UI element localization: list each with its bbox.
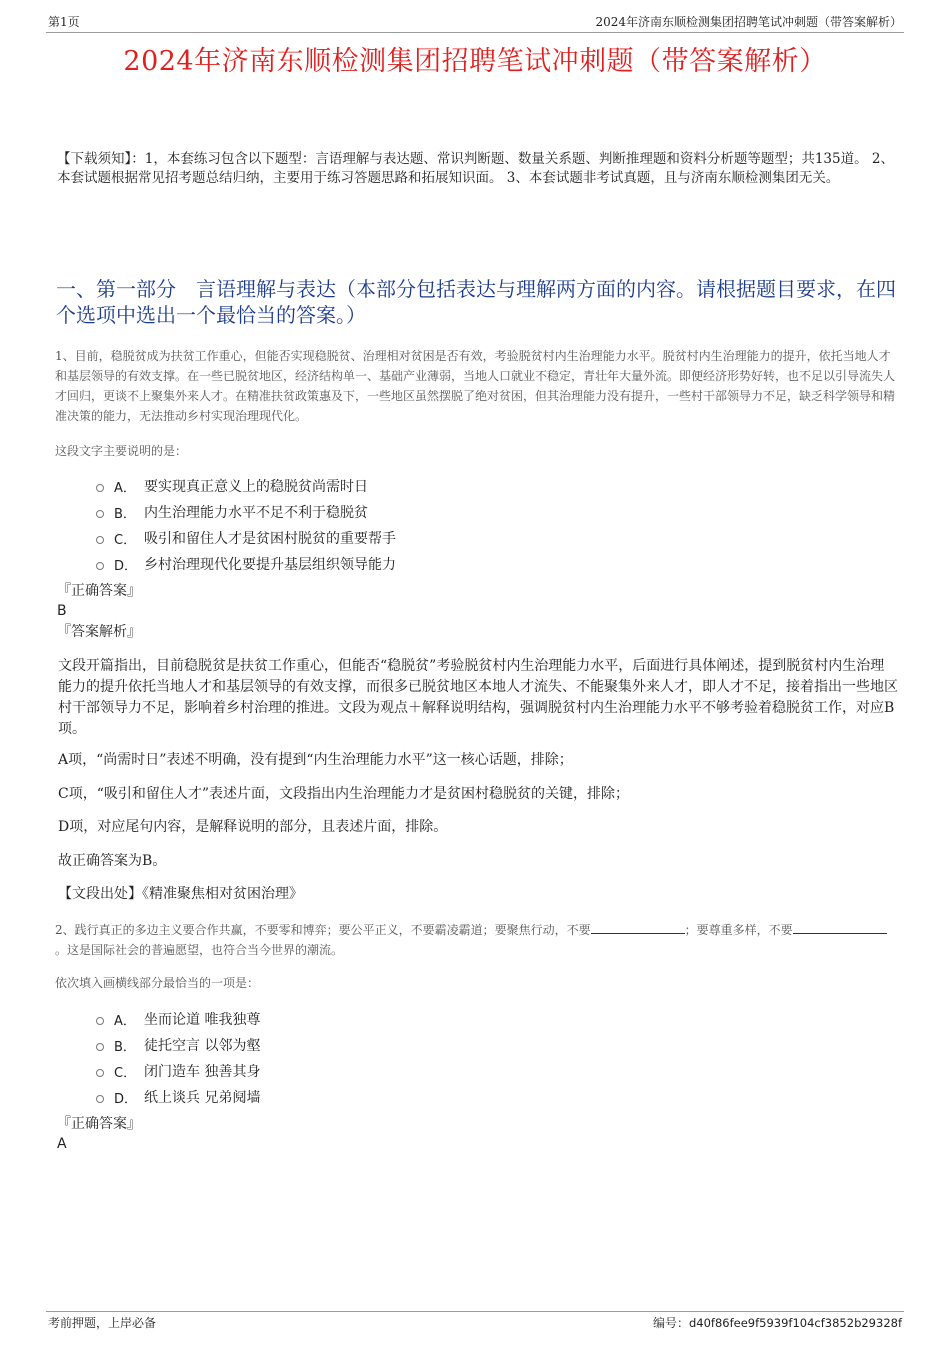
radio-icon[interactable] (96, 562, 104, 570)
radio-icon[interactable] (96, 1043, 104, 1051)
footer-code: 编号：d40f86fee9f5939f104cf3852b29328f (652, 1316, 902, 1330)
analysis-conclusion: 故正确答案为B。 (58, 853, 167, 869)
analysis-note-a: A项，“尚需时日”表述不明确，没有提到“内生治理能力水平”这一核心话题，排除； (58, 752, 573, 768)
question-2-option-b[interactable]: B． 徒托空言 以邻为壑 (96, 1032, 260, 1058)
header-doc-title: 2024年济南东顺检测集团招聘笔试冲刺题（带答案解析） (595, 15, 902, 29)
page-title: 2024年济南东顺检测集团招聘笔试冲刺题（带答案解析） (123, 46, 827, 77)
analysis-note-d: D项，对应尾句内容，是解释说明的部分，且表述片面，排除。 (58, 819, 448, 835)
radio-icon[interactable] (96, 536, 104, 544)
question-2-options (96, 1006, 260, 1110)
page-number: 第1页 (48, 15, 80, 29)
question-2-prompt: 依次填入画横线部分最恰当的一项是： (55, 976, 260, 990)
analysis-note-c: C项，“吸引和留住人才”表述片面，文段指出内生治理能力才是贫困村稳脱贫的关键，排除； (58, 786, 630, 802)
correct-answer: B (57, 603, 67, 619)
analysis-label: 『答案解析』 (57, 624, 141, 640)
question-1-option-c[interactable]: C． 吸引和留住人才是贫困村脱贫的重要帮手 (96, 525, 396, 551)
question-1-options (96, 473, 396, 577)
radio-icon[interactable] (96, 484, 104, 492)
page-header (46, 14, 904, 33)
question-1-option-b[interactable]: B． 内生治理能力水平不足不利于稳脱贫 (96, 499, 396, 525)
radio-icon[interactable] (96, 510, 104, 518)
radio-icon[interactable] (96, 1095, 104, 1103)
fill-blank-2 (793, 922, 887, 934)
question-1-option-a[interactable]: A． 要实现真正意义上的稳脱贫尚需时日 (96, 473, 396, 499)
download-notice: 【下载须知】：1，本套练习包含以下题型：言语理解与表达题、常识判断题、数量关系题、判断推理题和资料分析题等题型；共135道。 2、本套试题根据常见招考题总结归纳，主要用于练习答题思路和拓展知识面。 3、本套试题非考试真题，且与济南东顺检测集团无关。 (57, 151, 894, 186)
correct-answer-label: 『正确答案』 (57, 583, 141, 599)
question-1-option-d[interactable]: D． 乡村治理现代化要提升基层组织领导能力 (96, 551, 396, 577)
question-2-text: 2、践行真正的多边主义要合作共赢，不要零和博弈；要公平正义，不要霸凌霸道；要聚焦行动，不要 ；要尊重多样，不要。这是国际社会的普遍愿望，也符合当今世界的潮流。 (55, 920, 895, 960)
page-footer (46, 1311, 904, 1334)
question-1-prompt: 这段文字主要说明的是： (55, 444, 188, 458)
question-2-option-d[interactable]: D． 纸上谈兵 兄弟阋墙 (96, 1084, 260, 1110)
correct-answer-2: A (57, 1136, 67, 1152)
footer-slogan: 考前押题，上岸必备 (48, 1316, 157, 1330)
question-2-option-c[interactable]: C． 闭门造车 独善其身 (96, 1058, 260, 1084)
question-2-option-a[interactable]: A． 坐而论道 唯我独尊 (96, 1006, 260, 1032)
analysis-text: 文段开篇指出，目前稳脱贫是扶贫工作重心，但能否“稳脱贫”考验脱贫村内生治理能力水平，后面进行具体阐述，提到脱贫村内生治理能力的提升依托当地人才和基层领导的有效支撑，而很多已脱贫地区本地人才流失、不能聚集外来人才，即人才不足，接着指出一些地区村干部领导力不足，影响着乡村治理的推进。文段为观点＋解释说明结构，强调脱贫村内生治理能力水平不够考验着稳脱贫工作，对应B项。 (58, 658, 898, 737)
correct-answer-label-2: 『正确答案』 (57, 1116, 141, 1132)
question-1-text: 1、目前，稳脱贫成为扶贫工作重心，但能否实现稳脱贫、治理相对贫困是否有效，考验脱贫村内生治理能力水平。脱贫村内生治理能力的提升，依托当地人才和基层领导的有效支撑。在一些已脱贫地区，经济结构单一、基础产业薄弱，当地人口就业不稳定，青壮年大量外流。即便经济形势好转，也不足以引导流失人才回归，更谈不上聚集外来人才。在精准扶贫政策惠及下，一些地区虽然摆脱了绝对贫困，但其治理能力没有提升，一些村干部领导力不足，缺乏科学领导和精准决策的能力，无法推动乡村实现治理现代化。 (55, 349, 896, 423)
radio-icon[interactable] (96, 1069, 104, 1077)
source-citation: 【文段出处】《精准聚焦相对贫困治理》 (58, 886, 303, 902)
section-heading: 一、第一部分 言语理解与表达（本部分包括表达与理解两方面的内容。请根据题目要求，在四个选项中选出一个最恰当的答案。） (56, 277, 896, 327)
fill-blank-1 (591, 922, 685, 934)
radio-icon[interactable] (96, 1017, 104, 1025)
